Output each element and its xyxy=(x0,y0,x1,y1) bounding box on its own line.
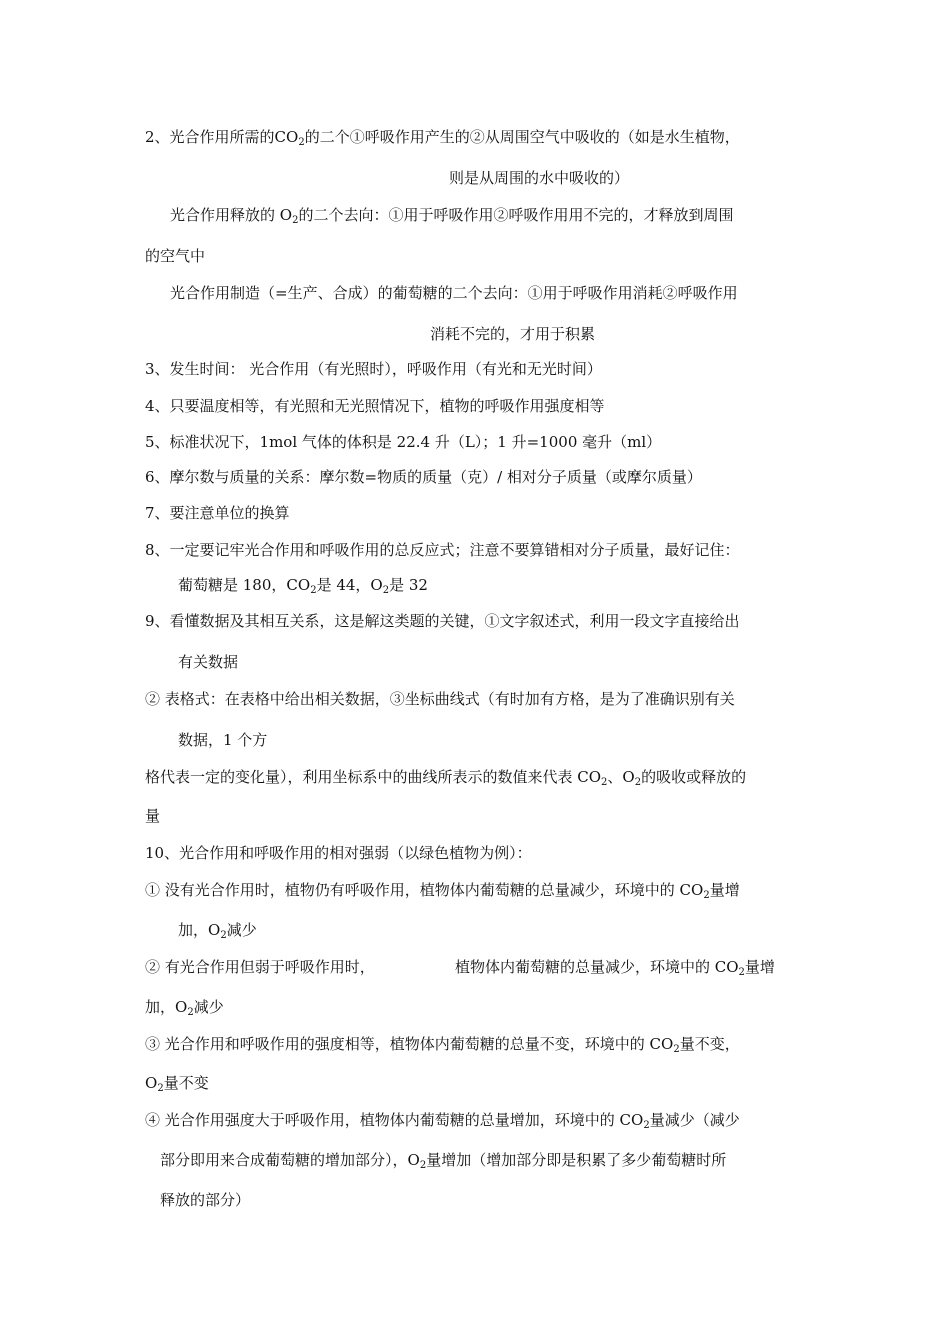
text: 量增加（增加部分即是积累了多少葡萄糖时所 xyxy=(426,1151,727,1169)
text: 的二个①呼吸作用产生的②从周围空气中吸收的（如是水生植物， xyxy=(304,128,740,146)
text: 植物体内葡萄糖的总量减少，环境中的 CO xyxy=(455,958,739,976)
case-4-line-1 xyxy=(145,1110,740,1130)
subscript: 2 xyxy=(703,890,710,901)
item-6: 6、摩尔数与质量的关系：摩尔数=物质的质量（克）/ 相对分子质量（或摩尔质量） xyxy=(145,468,702,486)
case-1-line-1 xyxy=(145,880,740,900)
text: 格代表一定的变化量），利用坐标系中的曲线所表示的数值来代表 CO xyxy=(145,768,602,786)
subscript: 2 xyxy=(157,1083,164,1094)
item-8-line-1: 8、一定要记牢光合作用和呼吸作用的总反应式；注意不要算错相对分子质量，最好记住： xyxy=(145,541,740,559)
subscript: 2 xyxy=(643,1120,650,1131)
text: ③ 光合作用和呼吸作用的强度相等，植物体内葡萄糖的总量不变，环境中的 CO xyxy=(145,1035,674,1053)
item-8-line-2 xyxy=(178,575,428,595)
item-7: 7、要注意单位的换算 xyxy=(145,504,290,522)
item-9-line-4: 数据，1 个方 xyxy=(178,731,268,749)
text: ② 有光合作用但弱于呼吸作用时， xyxy=(145,958,375,976)
subscript: 2 xyxy=(634,777,642,788)
subscript: 2 xyxy=(310,585,317,596)
text: 、O xyxy=(607,768,635,786)
text: 加，O xyxy=(178,921,221,939)
o2-destination-line-1 xyxy=(170,205,733,225)
subscript: 2 xyxy=(292,215,299,226)
subscript: 2 xyxy=(673,1044,680,1055)
text: 2、光合作用所需的CO xyxy=(145,128,299,146)
item-9-line-1: 9、看懂数据及其相互关系，这是解这类题的关键，①文字叙述式，利用一段文字直接给出 xyxy=(145,612,740,630)
subscript: 2 xyxy=(601,777,608,788)
subscript: 2 xyxy=(187,1007,194,1018)
subscript: 2 xyxy=(220,930,227,941)
subscript: 2 xyxy=(419,1160,427,1171)
item-10-heading: 10、光合作用和呼吸作用的相对强弱（以绿色植物为例）： xyxy=(145,844,532,862)
case-1-line-2 xyxy=(178,920,257,940)
item-9-line-3: ② 表格式：在表格中给出相关数据，③坐标曲线式（有时加有方格，是为了准确识别有关 xyxy=(145,690,735,708)
item-9-line-6: 量 xyxy=(145,807,161,825)
text: 部分即用来合成葡萄糖的增加部分），O xyxy=(160,1151,420,1169)
text: 量增 xyxy=(744,958,775,976)
text: 量减少（减少 xyxy=(649,1111,740,1129)
item-3: 3、发生时间： 光合作用（有光照时），呼吸作用（有光和无光时间） xyxy=(145,360,602,378)
glucose-destination-line-1: 光合作用制造（=生产、合成）的葡萄糖的二个去向：①用于呼吸作用消耗②呼吸作用 xyxy=(170,284,738,302)
case-4-line-3: 释放的部分） xyxy=(160,1191,251,1209)
text: 加，O xyxy=(145,998,188,1016)
case-3-line-1 xyxy=(145,1034,740,1054)
subscript: 2 xyxy=(382,585,390,596)
item-9-line-2: 有关数据 xyxy=(178,653,239,671)
case-2-line-2 xyxy=(145,997,224,1017)
subscript: 2 xyxy=(298,137,305,148)
text: 量不变 xyxy=(163,1074,209,1092)
item-5: 5、标准状况下，1mol 气体的体积是 22.4 升（L）；1 升=1000 毫升（ml） xyxy=(145,433,662,451)
glucose-destination-line-2: 消耗不完的，才用于积累 xyxy=(430,325,596,343)
case-4-line-2 xyxy=(160,1150,726,1170)
item-4: 4、只要温度相等，有光照和无光照情况下，植物的呼吸作用强度相等 xyxy=(145,397,605,415)
text: 量增 xyxy=(709,881,740,899)
text: 是 32 xyxy=(389,576,428,594)
case-2-line-1-right xyxy=(455,957,775,977)
o2-destination-line-2: 的空气中 xyxy=(145,247,206,265)
case-3-line-2 xyxy=(145,1073,209,1093)
text: O xyxy=(145,1074,158,1092)
text: 葡萄糖是 180，CO xyxy=(178,576,311,594)
item-9-line-5 xyxy=(145,767,746,787)
item-2-line-1 xyxy=(145,127,740,147)
text: 减少 xyxy=(226,921,257,939)
text: 的吸收或释放的 xyxy=(641,768,747,786)
subscript: 2 xyxy=(738,967,745,978)
case-2-line-1 xyxy=(145,957,375,977)
text: ④ 光合作用强度大于呼吸作用，植物体内葡萄糖的总量增加，环境中的 CO xyxy=(145,1111,644,1129)
text: ① 没有光合作用时，植物仍有呼吸作用，植物体内葡萄糖的总量减少，环境中的 CO xyxy=(145,881,704,899)
text: 光合作用释放的 O xyxy=(170,206,293,224)
text: 减少 xyxy=(193,998,224,1016)
text: 是 44，O xyxy=(316,576,383,594)
text: 量不变， xyxy=(679,1035,740,1053)
item-2-line-2: 则是从周围的水中吸收的） xyxy=(449,169,630,187)
text: 的二个去向：①用于呼吸作用②呼吸作用用不完的，才释放到周围 xyxy=(298,206,734,224)
